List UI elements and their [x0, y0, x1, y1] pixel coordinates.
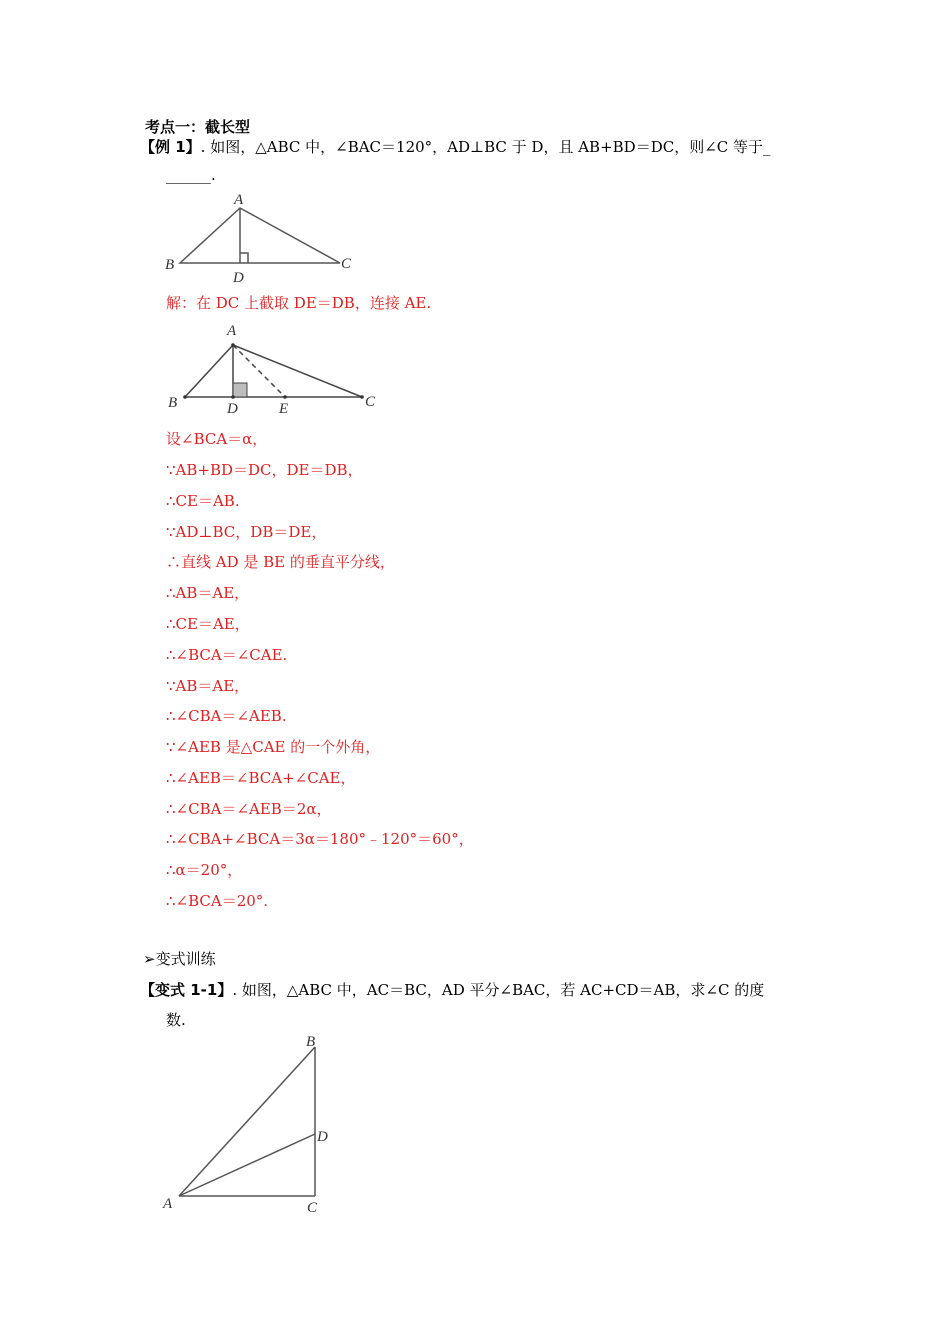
- variant1-tag: 【变式 1-1】: [140, 981, 233, 999]
- solution-line: ∴CE＝AE，: [166, 615, 250, 633]
- figure1-label-d: D: [233, 270, 244, 286]
- figure3-label-b: B: [306, 1034, 316, 1050]
- solution-line: ∴∠CBA+∠BCA＝3α＝180°﹣120°＝60°，: [166, 830, 474, 848]
- figure1-label-a: A: [234, 192, 244, 208]
- solution-line: ∴AB＝AE，: [166, 584, 250, 602]
- figure1-label-c: C: [341, 256, 352, 272]
- solution-line: ∵∠AEB 是△CAE 的一个外角，: [166, 738, 381, 756]
- solution-line: ∴∠CBA＝∠AEB＝2α，: [166, 800, 332, 818]
- solution-line: ∴直线 AD 是 BE 的垂直平分线，: [166, 553, 395, 571]
- solution-line: ∴α＝20°，: [166, 861, 243, 879]
- figure2-label-c: C: [365, 394, 376, 410]
- solution-line: ∴∠BCA＝∠CAE.: [166, 646, 288, 664]
- solution-line: ∴∠AEB＝∠BCA+∠CAE，: [166, 769, 356, 787]
- figure3-label-c: C: [307, 1200, 318, 1216]
- variant1-question-line1: . 如图，△ABC 中，AC＝BC，AD 平分∠BAC，若 AC+CD＝AB，求∠C 的度: [232, 981, 765, 999]
- figure2-label-a: A: [227, 323, 237, 339]
- figure1-right-angle-mark: [240, 253, 248, 263]
- figure2-side-ab: [185, 345, 233, 397]
- figure3-label-a: A: [163, 1196, 173, 1212]
- figure1-label-b: B: [165, 257, 175, 273]
- example1-question: [140, 136, 771, 157]
- solution-line: ∴∠BCA＝20°.: [166, 892, 269, 910]
- section-title: 考点一：截长型: [145, 118, 251, 136]
- figure2-label-e: E: [279, 401, 289, 417]
- example1-tag: 【例 1】: [140, 138, 201, 156]
- solution-intro: 解：在 DC 上截取 DE＝DB，连接 AE.: [166, 294, 432, 312]
- solution-line: ∴CE＝AB.: [166, 492, 240, 510]
- figure3-bisector-ad: [179, 1134, 315, 1196]
- figure3-side-ab: [179, 1047, 315, 1196]
- figure2-triangle: [160, 318, 390, 418]
- solution-line: ∵AB+BD＝DC，DE＝DB，: [166, 461, 363, 479]
- solution-line: 设∠BCA＝α，: [166, 430, 268, 448]
- figure1-triangle: [160, 188, 370, 288]
- figure2-right-angle-mark: [233, 383, 247, 397]
- practice-heading: ➢变式训练: [143, 950, 216, 968]
- figure3-triangle: [160, 1030, 340, 1220]
- figure2-label-d: D: [227, 401, 238, 417]
- figure2-side-ac: [233, 345, 362, 397]
- example1-question-line1: . 如图，△ABC 中，∠BAC＝120°，AD⊥BC 于 D，且 AB+BD＝DC，则∠C 等于_: [200, 138, 771, 156]
- figure1-triangle-outline: [180, 208, 340, 263]
- variant1-question-line2: 数.: [166, 1011, 186, 1029]
- figure3-label-d: D: [317, 1129, 328, 1145]
- solution-line: ∴∠CBA＝∠AEB.: [166, 707, 287, 725]
- variant1-question: [140, 979, 764, 1000]
- figure2-label-b: B: [168, 395, 178, 411]
- solution-line: ∵AB＝AE，: [166, 677, 250, 695]
- example1-answer-blank: ______.: [166, 166, 216, 184]
- solution-line: ∵AD⊥BC，DB＝DE，: [166, 523, 327, 541]
